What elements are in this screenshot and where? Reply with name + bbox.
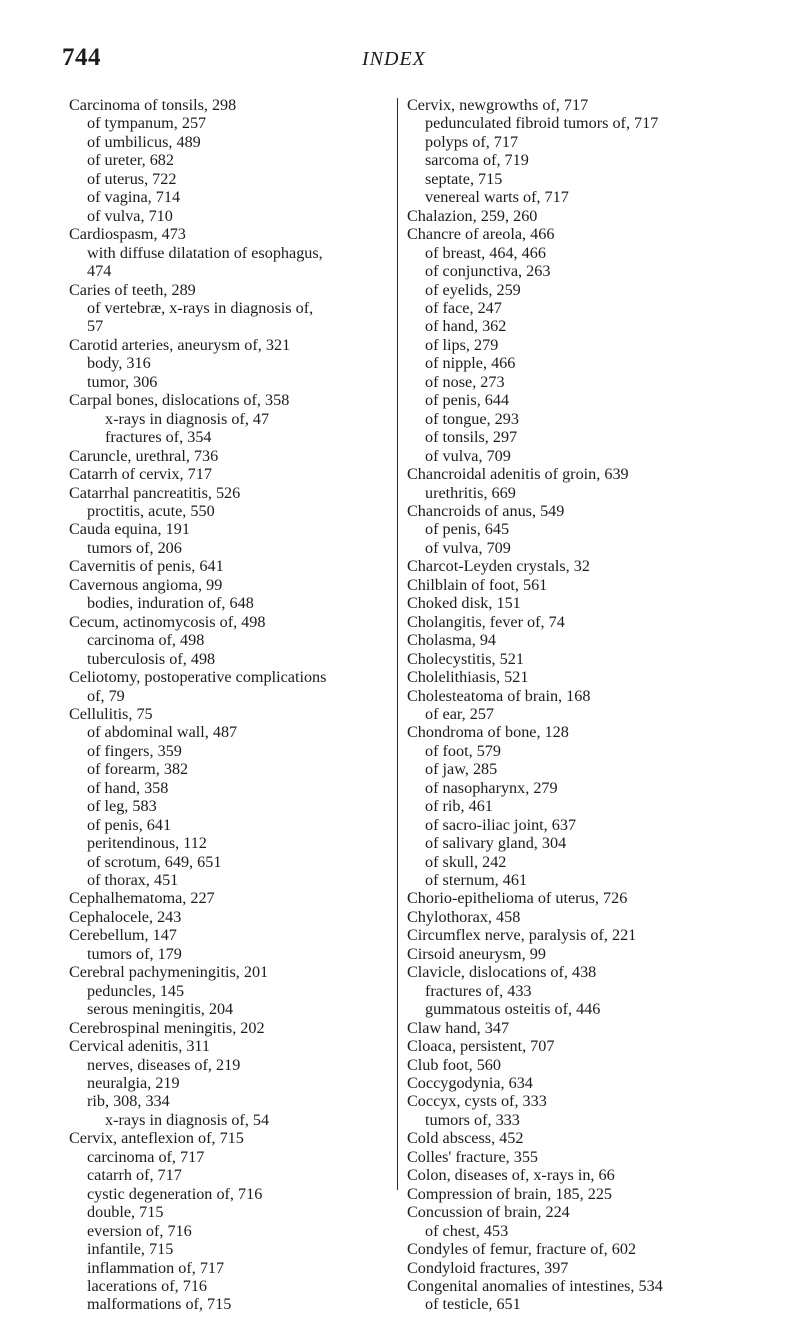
index-entry: Cauda equina, 191 bbox=[69, 520, 190, 539]
index-entry: Chancroids of anus, 549 bbox=[407, 501, 565, 520]
index-entry: of ureter, 682 bbox=[87, 151, 174, 170]
index-entry: of hand, 362 bbox=[425, 317, 507, 336]
index-entry: tuberculosis of, 498 bbox=[87, 649, 216, 668]
index-entry: eversion of, 716 bbox=[87, 1221, 192, 1240]
index-entry: of vulva, 710 bbox=[87, 206, 173, 225]
index-column-right bbox=[407, 96, 773, 1314]
index-entry: of uterus, 722 bbox=[87, 169, 177, 188]
index-entry: of vertebræ, x-rays in diagnosis of, bbox=[87, 298, 314, 317]
index-entry: Caries of teeth, 289 bbox=[69, 280, 196, 299]
index-entry: of hand, 358 bbox=[87, 778, 169, 797]
index-entry: of sacro-iliac joint, 637 bbox=[425, 815, 577, 834]
index-entry: Cervix, newgrowths of, 717 bbox=[407, 96, 589, 114]
index-entry: Carotid arteries, aneurysm of, 321 bbox=[69, 335, 291, 354]
index-entry: Cavernous angioma, 99 bbox=[69, 575, 223, 594]
index-entry: of nose, 273 bbox=[425, 372, 505, 391]
index-entry: Colon, diseases of, x-rays in, 66 bbox=[407, 1166, 615, 1185]
index-entry: Cloaca, persistent, 707 bbox=[407, 1037, 555, 1056]
index-entry: venereal warts of, 717 bbox=[425, 188, 569, 207]
index-entry: Carpal bones, dislocations of, 358 bbox=[69, 391, 290, 410]
index-entry: of breast, 464, 466 bbox=[425, 243, 546, 262]
index-entry: Carcinoma of tonsils, 298 bbox=[69, 96, 237, 114]
index-entry: Chylothorax, 458 bbox=[407, 907, 521, 926]
index-entry: rib, 308, 334 bbox=[87, 1092, 170, 1111]
index-entry: Chancre of areola, 466 bbox=[407, 225, 555, 244]
index-entry: of scrotum, 649, 651 bbox=[87, 852, 222, 871]
index-entry: of vulva, 709 bbox=[425, 538, 511, 557]
index-entry: Condyloid fractures, 397 bbox=[407, 1258, 569, 1277]
index-entry: of skull, 242 bbox=[425, 852, 507, 871]
index-entry: of testicle, 651 bbox=[425, 1295, 521, 1314]
index-entry: Coccygodynia, 634 bbox=[407, 1074, 533, 1093]
index-entry: 57 bbox=[87, 317, 104, 336]
index-entry: Cephalocele, 243 bbox=[69, 907, 182, 926]
index-entry: of tongue, 293 bbox=[425, 409, 519, 428]
index-entry: Charcot-Leyden crystals, 32 bbox=[407, 557, 590, 576]
index-entry: pedunculated fibroid tumors of, 717 bbox=[425, 114, 659, 133]
index-entry: of face, 247 bbox=[425, 298, 502, 317]
index-entry: Claw hand, 347 bbox=[407, 1018, 510, 1037]
index-entry: peduncles, 145 bbox=[87, 981, 185, 1000]
index-entry: polyps of, 717 bbox=[425, 132, 519, 151]
index-entry: malformations of, 715 bbox=[87, 1295, 232, 1314]
index-entry: of jaw, 285 bbox=[425, 760, 498, 779]
index-column-left bbox=[69, 96, 391, 1314]
index-entry: of conjunctiva, 263 bbox=[425, 262, 551, 281]
index-entry: x-rays in diagnosis of, 54 bbox=[105, 1110, 270, 1129]
index-entry: of penis, 641 bbox=[87, 815, 172, 834]
index-entry: nerves, diseases of, 219 bbox=[87, 1055, 241, 1074]
index-entry: Coccyx, cysts of, 333 bbox=[407, 1092, 547, 1111]
index-entry: of chest, 453 bbox=[425, 1221, 509, 1240]
index-entry: carcinoma of, 498 bbox=[87, 631, 205, 650]
index-entry: gummatous osteitis of, 446 bbox=[425, 1000, 601, 1019]
index-entry: of, 79 bbox=[87, 686, 125, 705]
index-entry: Cholelithiasis, 521 bbox=[407, 668, 529, 687]
index-entry: of fingers, 359 bbox=[87, 741, 182, 760]
index-entry: tumors of, 333 bbox=[425, 1110, 520, 1129]
index-entry: Concussion of brain, 224 bbox=[407, 1203, 570, 1222]
index-entry: Compression of brain, 185, 225 bbox=[407, 1184, 613, 1203]
index-entry: Cholesteatoma of brain, 168 bbox=[407, 686, 591, 705]
index-entry: lacerations of, 716 bbox=[87, 1277, 208, 1295]
index-entry: Condyles of femur, fracture of, 602 bbox=[407, 1240, 637, 1259]
index-entry: tumors of, 206 bbox=[87, 538, 182, 557]
index-entry: of lips, 279 bbox=[425, 335, 499, 354]
running-head: INDEX bbox=[362, 48, 426, 70]
index-entry: Cold abscess, 452 bbox=[407, 1129, 524, 1148]
index-entry: of vagina, 714 bbox=[87, 188, 181, 207]
index-entry: x-rays in diagnosis of, 47 bbox=[105, 409, 270, 428]
index-entry: Cardiospasm, 473 bbox=[69, 225, 186, 244]
index-entry: Cerebrospinal meningitis, 202 bbox=[69, 1018, 265, 1037]
index-entry: carcinoma of, 717 bbox=[87, 1147, 205, 1166]
index-entry: Choked disk, 151 bbox=[407, 594, 521, 613]
index-entry: body, 316 bbox=[87, 354, 151, 373]
index-entry: of leg, 583 bbox=[87, 797, 157, 816]
index-entry: catarrh of, 717 bbox=[87, 1166, 182, 1185]
index-entry: Celiotomy, postoperative complications bbox=[69, 668, 327, 687]
index-entry: sarcoma of, 719 bbox=[425, 151, 529, 170]
index-entry: Chorio-epithelioma of uterus, 726 bbox=[407, 889, 628, 908]
index-entry: fractures of, 354 bbox=[105, 428, 212, 447]
index-entry: of penis, 644 bbox=[425, 391, 510, 410]
index-entry: 474 bbox=[87, 262, 112, 281]
index-entry: Cavernitis of penis, 641 bbox=[69, 557, 224, 576]
index-entry: of umbilicus, 489 bbox=[87, 132, 201, 151]
index-entry: of vulva, 709 bbox=[425, 446, 511, 465]
index-entry: of penis, 645 bbox=[425, 520, 510, 539]
index-entry: of tonsils, 297 bbox=[425, 428, 518, 447]
index-entry: cystic degeneration of, 716 bbox=[87, 1184, 263, 1203]
index-entry: tumor, 306 bbox=[87, 372, 158, 391]
index-entry: of thorax, 451 bbox=[87, 871, 179, 890]
index-entry: neuralgia, 219 bbox=[87, 1074, 180, 1093]
page-header bbox=[0, 44, 800, 80]
index-entry: tumors of, 179 bbox=[87, 944, 182, 963]
index-entry: Cirsoid aneurysm, 99 bbox=[407, 944, 546, 963]
index-entry: Cervical adenitis, 311 bbox=[69, 1037, 210, 1056]
index-entry: Club foot, 560 bbox=[407, 1055, 501, 1074]
index-entry: Colles' fracture, 355 bbox=[407, 1147, 539, 1166]
index-entry: of tympanum, 257 bbox=[87, 114, 207, 133]
index-entry: serous meningitis, 204 bbox=[87, 1000, 234, 1019]
index-entry: Cholasma, 94 bbox=[407, 631, 497, 650]
index-entry: double, 715 bbox=[87, 1203, 164, 1222]
index-entry: septate, 715 bbox=[425, 169, 503, 188]
index-entry: Catarrh of cervix, 717 bbox=[69, 465, 212, 484]
index-entry: Cerebellum, 147 bbox=[69, 926, 177, 945]
index-entry: Chancroidal adenitis of groin, 639 bbox=[407, 465, 629, 484]
index-entry: fractures of, 433 bbox=[425, 981, 532, 1000]
index-entry: Congenital anomalies of intestines, 534 bbox=[407, 1277, 663, 1295]
index-entry: inflammation of, 717 bbox=[87, 1258, 225, 1277]
index-entry: proctitis, acute, 550 bbox=[87, 501, 215, 520]
index-entry: Chilblain of foot, 561 bbox=[407, 575, 548, 594]
index-entry: bodies, induration of, 648 bbox=[87, 594, 254, 613]
index-entry: of nasopharynx, 279 bbox=[425, 778, 558, 797]
index-entry: Clavicle, dislocations of, 438 bbox=[407, 963, 597, 982]
index-entry: Catarrhal pancreatitis, 526 bbox=[69, 483, 241, 502]
index-entry: of eyelids, 259 bbox=[425, 280, 521, 299]
index-entry: with diffuse dilatation of esophagus, bbox=[87, 243, 323, 262]
index-entry: Caruncle, urethral, 736 bbox=[69, 446, 219, 465]
index-entry: of abdominal wall, 487 bbox=[87, 723, 238, 742]
index-entry: peritendinous, 112 bbox=[87, 834, 207, 853]
index-entry: of ear, 257 bbox=[425, 704, 495, 723]
index-entry: infantile, 715 bbox=[87, 1240, 174, 1259]
index-entry: Cerebral pachymeningitis, 201 bbox=[69, 963, 269, 982]
index-entry: Cellulitis, 75 bbox=[69, 704, 153, 723]
index-entry: of foot, 579 bbox=[425, 741, 501, 760]
index-entry: Chalazion, 259, 260 bbox=[407, 206, 538, 225]
index-entry: urethritis, 669 bbox=[425, 483, 516, 502]
index-entry: Cephalhematoma, 227 bbox=[69, 889, 215, 908]
column-divider bbox=[397, 98, 398, 1190]
index-entry: Chondroma of bone, 128 bbox=[407, 723, 569, 742]
index-entry: Cholangitis, fever of, 74 bbox=[407, 612, 565, 631]
index-entry: of forearm, 382 bbox=[87, 760, 189, 779]
index-entry: of sternum, 461 bbox=[425, 871, 528, 890]
index-entry: of salivary gland, 304 bbox=[425, 834, 567, 853]
index-entry: Circumflex nerve, paralysis of, 221 bbox=[407, 926, 637, 945]
page-number: 744 bbox=[62, 44, 101, 71]
index-entry: of nipple, 466 bbox=[425, 354, 516, 373]
index-entry: Cervix, anteflexion of, 715 bbox=[69, 1129, 244, 1148]
index-entry: Cecum, actinomycosis of, 498 bbox=[69, 612, 266, 631]
index-entry: Cholecystitis, 521 bbox=[407, 649, 524, 668]
index-entry: of rib, 461 bbox=[425, 797, 493, 816]
